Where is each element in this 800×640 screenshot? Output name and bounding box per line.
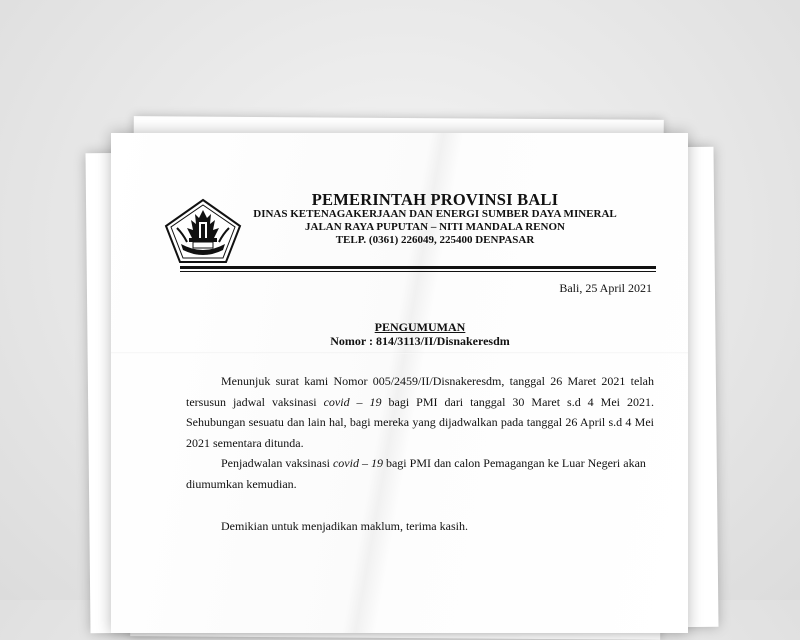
body-text-italic: covid – 19 (323, 394, 382, 409)
header-department: DINAS KETENAGAKERJAAN DAN ENERGI SUMBER DAYA MINERAL (253, 208, 617, 220)
header-divider-thick (180, 266, 656, 269)
bali-province-emblem-icon (163, 198, 243, 264)
announcement-number: Nomor : 814/3113/II/Disnakeresdm (330, 334, 510, 348)
header-address: JALAN RAYA PUPUTAN – NITI MANDALA RENON (305, 221, 565, 233)
body-text: bagi PMI dan calon Pemagangan ke Luar Negeri akan diumumkan kemudian. (186, 456, 646, 491)
body-text: Menunjuk surat kami Nomor 005/2459/II/Disnakeresdm, tanggal 26 Maret 2021 telah tersusun jadwal vaksinasi (186, 374, 654, 409)
body-text: bagi PMI dari tanggal 30 Maret s.d 4 Mei 2021. Sehubungan sesuatu dan lain hal, bagi mereka yang dijadwalkan pada tanggal 26 April s.d 4 Mei 2021 sementara ditunda. (186, 394, 654, 450)
body-paragraph-1 (186, 371, 654, 453)
body-paragraph-2 (186, 453, 654, 494)
body-text-italic: covid – 19 (332, 456, 383, 470)
announcement-title: PENGUMUMAN (374, 320, 466, 334)
header-divider-thin (180, 271, 656, 272)
body-text: Penjadwalan vaksinasi (221, 456, 333, 470)
closing-paragraph: Demikian untuk menjadikan maklum, terima kasih. (221, 519, 468, 533)
header-title: PEMERINTAH PROVINSI BALI (311, 190, 559, 209)
letter-date: Bali, 25 April 2021 (559, 281, 652, 295)
header-phone: TELP. (0361) 226049, 225400 DENPASAR (335, 234, 535, 246)
